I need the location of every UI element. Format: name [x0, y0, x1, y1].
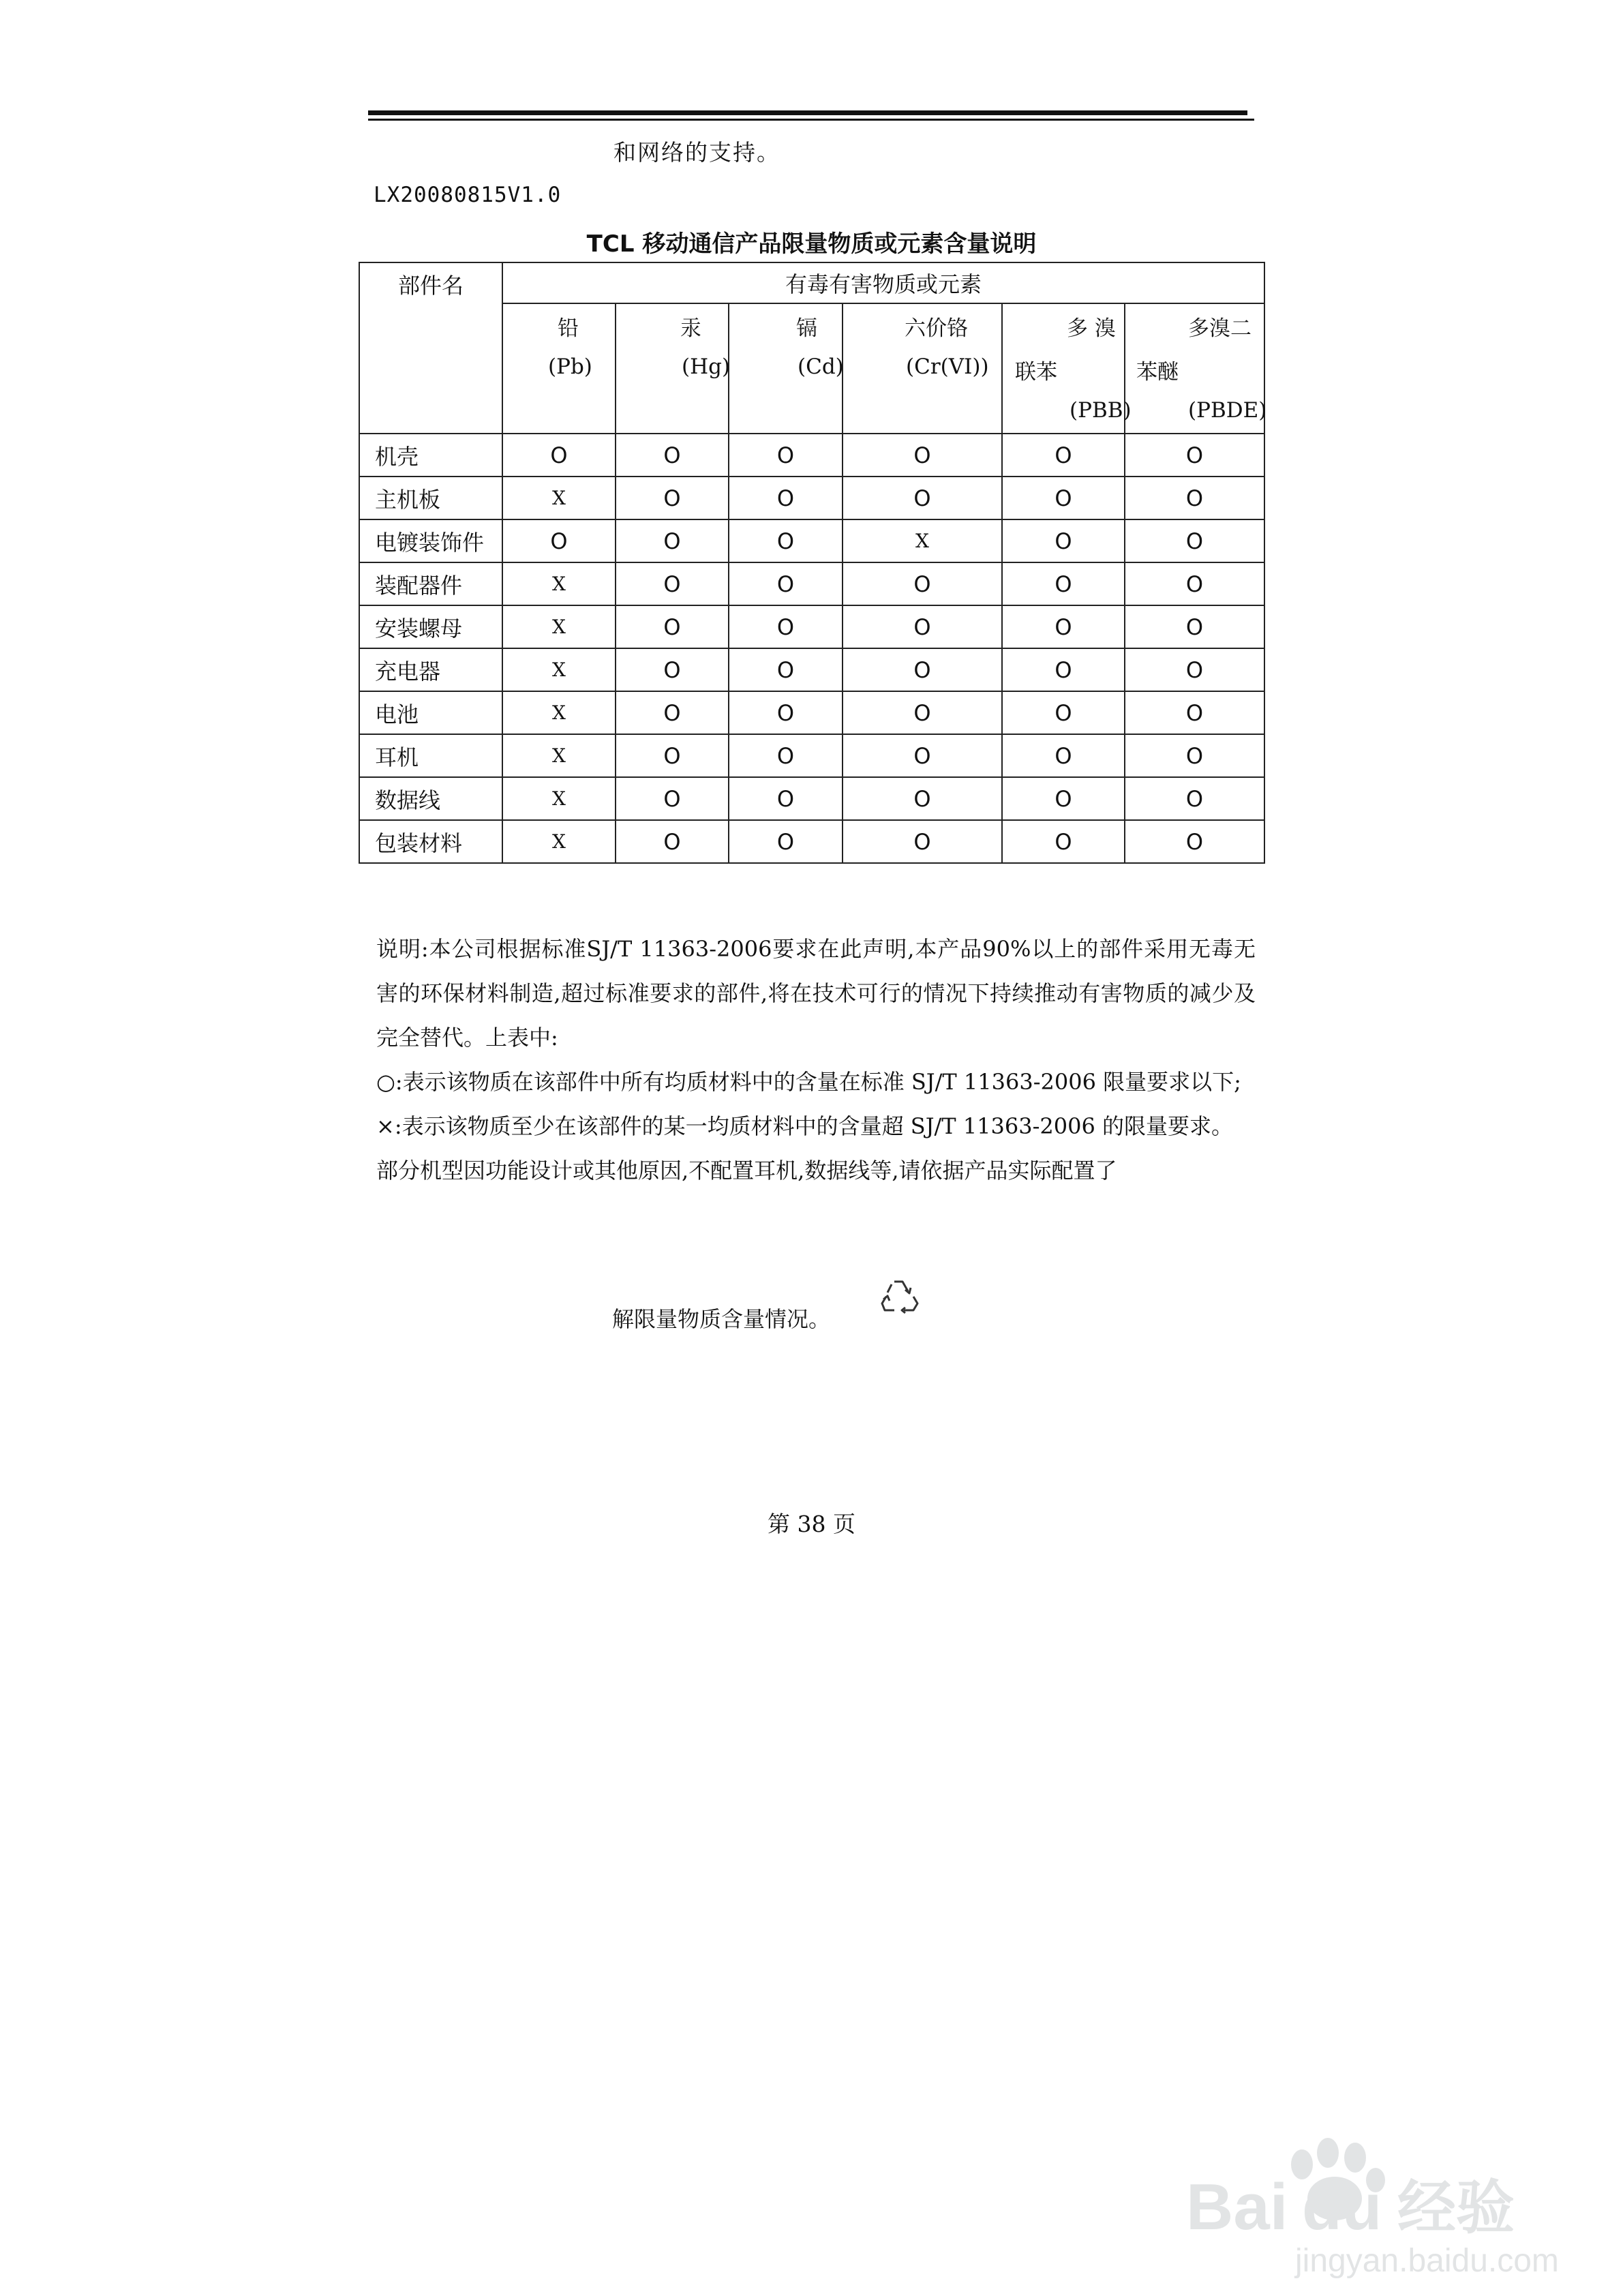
note-statement: 说明:本公司根据标准SJ/T 11363-2006要求在此声明,本产品90%以上的部件采用无毒无害的环保材料制造,超过标准要求的部件,将在技术可行的情况下持续推动有害物质的减少及完全替代。上表中: [376, 936, 1256, 1051]
substance-value-cell: O [729, 648, 843, 691]
part-name-cell: 电池 [359, 691, 502, 734]
substance-value-cell: O [729, 820, 843, 863]
substance-table [359, 262, 1265, 864]
part-name-cell: 充电器 [359, 648, 502, 691]
column-header-pb [502, 303, 616, 434]
column-header-line2: (Cd) [798, 354, 844, 379]
substance-value-cell: O [843, 605, 1002, 648]
watermark-suffix: 经验 [1397, 2174, 1515, 2242]
substance-value-cell: X [502, 777, 616, 820]
substance-value-cell: O [616, 648, 729, 691]
substance-value-cell: O [1125, 562, 1264, 605]
substance-value-cell: O [616, 777, 729, 820]
column-header-line1: 铅 [558, 316, 579, 341]
substance-value-cell: O [502, 434, 616, 477]
substance-value-cell: O [729, 434, 843, 477]
substance-value-cell: O [843, 648, 1002, 691]
substance-group-header: 有毒有害物质或元素 [502, 262, 1264, 303]
substance-value-cell: O [1002, 648, 1125, 691]
substance-value-cell: O [616, 734, 729, 777]
recycle-icon [879, 1275, 920, 1316]
substance-value-cell: O [1002, 777, 1125, 820]
substance-value-cell: O [1125, 648, 1264, 691]
table-row [359, 777, 1264, 820]
substance-value-cell: O [616, 820, 729, 863]
substance-value-cell: O [1125, 434, 1264, 477]
table-row [359, 434, 1264, 477]
page-number: 第 38 页 [768, 1511, 855, 1537]
substance-value-cell: O [729, 777, 843, 820]
substance-value-cell: O [729, 605, 843, 648]
table-body [359, 434, 1264, 863]
watermark-brand: Bai [1186, 2171, 1288, 2244]
substance-value-cell: O [729, 734, 843, 777]
substance-value-cell: O [1002, 605, 1125, 648]
substance-value-cell: O [1002, 734, 1125, 777]
substance-value-cell: X [502, 734, 616, 777]
substance-value-cell: O [1002, 691, 1125, 734]
column-header-line1: 镉 [796, 316, 817, 341]
table-row [359, 605, 1264, 648]
substance-value-cell: X [502, 605, 616, 648]
column-header-pbde [1125, 303, 1267, 434]
substance-value-cell: O [1002, 434, 1125, 477]
substance-value-cell: O [1002, 519, 1125, 562]
substance-value-cell: O [1125, 477, 1264, 519]
substance-value-cell: O [1002, 562, 1125, 605]
header-rule-thin [368, 119, 1254, 121]
substance-value-cell: O [843, 777, 1002, 820]
baidu-watermark [1159, 2127, 1609, 2284]
substance-value-cell: O [1125, 519, 1264, 562]
substance-value-cell: O [729, 691, 843, 734]
part-name-cell: 安装螺母 [359, 605, 502, 648]
part-name-cell: 包装材料 [359, 820, 502, 863]
substance-value-cell: O [1125, 734, 1264, 777]
column-header-cr6 [843, 303, 1002, 434]
substance-value-cell: O [616, 691, 729, 734]
substance-value-cell: O [1125, 691, 1264, 734]
watermark-url: jingyan.baidu.com [1295, 2243, 1559, 2279]
substance-value-cell: O [843, 734, 1002, 777]
part-name-cell: 电镀装饰件 [359, 519, 502, 562]
substance-value-cell: O [843, 820, 1002, 863]
substance-value-cell: O [843, 691, 1002, 734]
substance-value-cell: O [616, 519, 729, 562]
substance-value-cell: O [729, 477, 843, 519]
substance-value-cell: O [1002, 477, 1125, 519]
column-header-line1: 多溴二 [1188, 316, 1252, 341]
column-header-line2: (Hg) [682, 354, 731, 379]
column-header-line1: 汞 [680, 316, 701, 341]
column-header-line2: (Cr(VI)) [906, 354, 989, 379]
table-row [359, 519, 1264, 562]
substance-value-cell: X [502, 820, 616, 863]
substance-value-cell: X [502, 691, 616, 734]
column-header-line3: (PBDE) [1188, 398, 1267, 423]
part-name-header: 部件名 [359, 262, 502, 434]
note-cross-legend: ×:表示该物质至少在该部件的某一均质材料中的含量超 SJ/T 11363-2006 的限量要求。 [376, 1113, 1234, 1139]
substance-value-cell: O [616, 477, 729, 519]
table-row [359, 691, 1264, 734]
notes-section [376, 927, 1256, 1193]
table-row [359, 477, 1264, 519]
substance-value-cell: O [729, 519, 843, 562]
column-header-pbb [1002, 303, 1132, 434]
part-name-cell: 耳机 [359, 734, 502, 777]
header-rule-thick [368, 110, 1247, 115]
column-header-line2: 联苯 [1015, 360, 1057, 384]
note-circle-legend: ○:表示该物质在该部件中所有均质材料中的含量在标准 SJ/T 11363-2006 限量要求以下; [376, 1069, 1241, 1095]
substance-value-cell: O [1002, 820, 1125, 863]
column-header-hg [616, 303, 729, 434]
substance-value-cell: O [502, 519, 616, 562]
substance-value-cell: O [1125, 777, 1264, 820]
part-name-cell: 装配器件 [359, 562, 502, 605]
substance-value-cell: O [616, 434, 729, 477]
column-header-cd [729, 303, 843, 434]
column-header-line3: (PBB) [1070, 398, 1132, 423]
table-row [359, 648, 1264, 691]
substance-value-cell: O [843, 477, 1002, 519]
table-title: TCL 移动通信产品限量物质或元素含量说明 [586, 230, 1037, 258]
part-name-cell: 数据线 [359, 777, 502, 820]
substance-value-cell: O [1125, 820, 1264, 863]
substance-value-cell: O [843, 434, 1002, 477]
substance-value-cell: O [1125, 605, 1264, 648]
document-code: LX20080815V1.0 [374, 183, 562, 207]
part-name-cell: 主机板 [359, 477, 502, 519]
watermark-brand-du: du [1302, 2171, 1382, 2244]
table-row [359, 820, 1264, 863]
substance-value-cell: O [616, 562, 729, 605]
substance-value-cell: O [843, 562, 1002, 605]
substance-value-cell: X [502, 562, 616, 605]
column-header-line1: 多 溴 [1067, 316, 1116, 341]
substance-value-cell: O [616, 605, 729, 648]
note-configuration-end: 解限量物质含量情况。 [612, 1306, 831, 1332]
substance-value-cell: X [502, 648, 616, 691]
table-row [359, 562, 1264, 605]
substance-value-cell: O [729, 562, 843, 605]
substance-value-cell: X [843, 519, 1002, 562]
note-configuration: 部分机型因功能设计或其他原因,不配置耳机,数据线等,请依据产品实际配置了 [376, 1158, 1117, 1183]
column-header-line2: 苯醚 [1136, 360, 1179, 384]
column-header-line1: 六价铬 [905, 316, 968, 341]
substance-value-cell: X [502, 477, 616, 519]
continuation-text: 和网络的支持。 [613, 139, 780, 166]
part-name-cell: 机壳 [359, 434, 502, 477]
table-row [359, 734, 1264, 777]
column-header-line2: (Pb) [548, 354, 592, 379]
